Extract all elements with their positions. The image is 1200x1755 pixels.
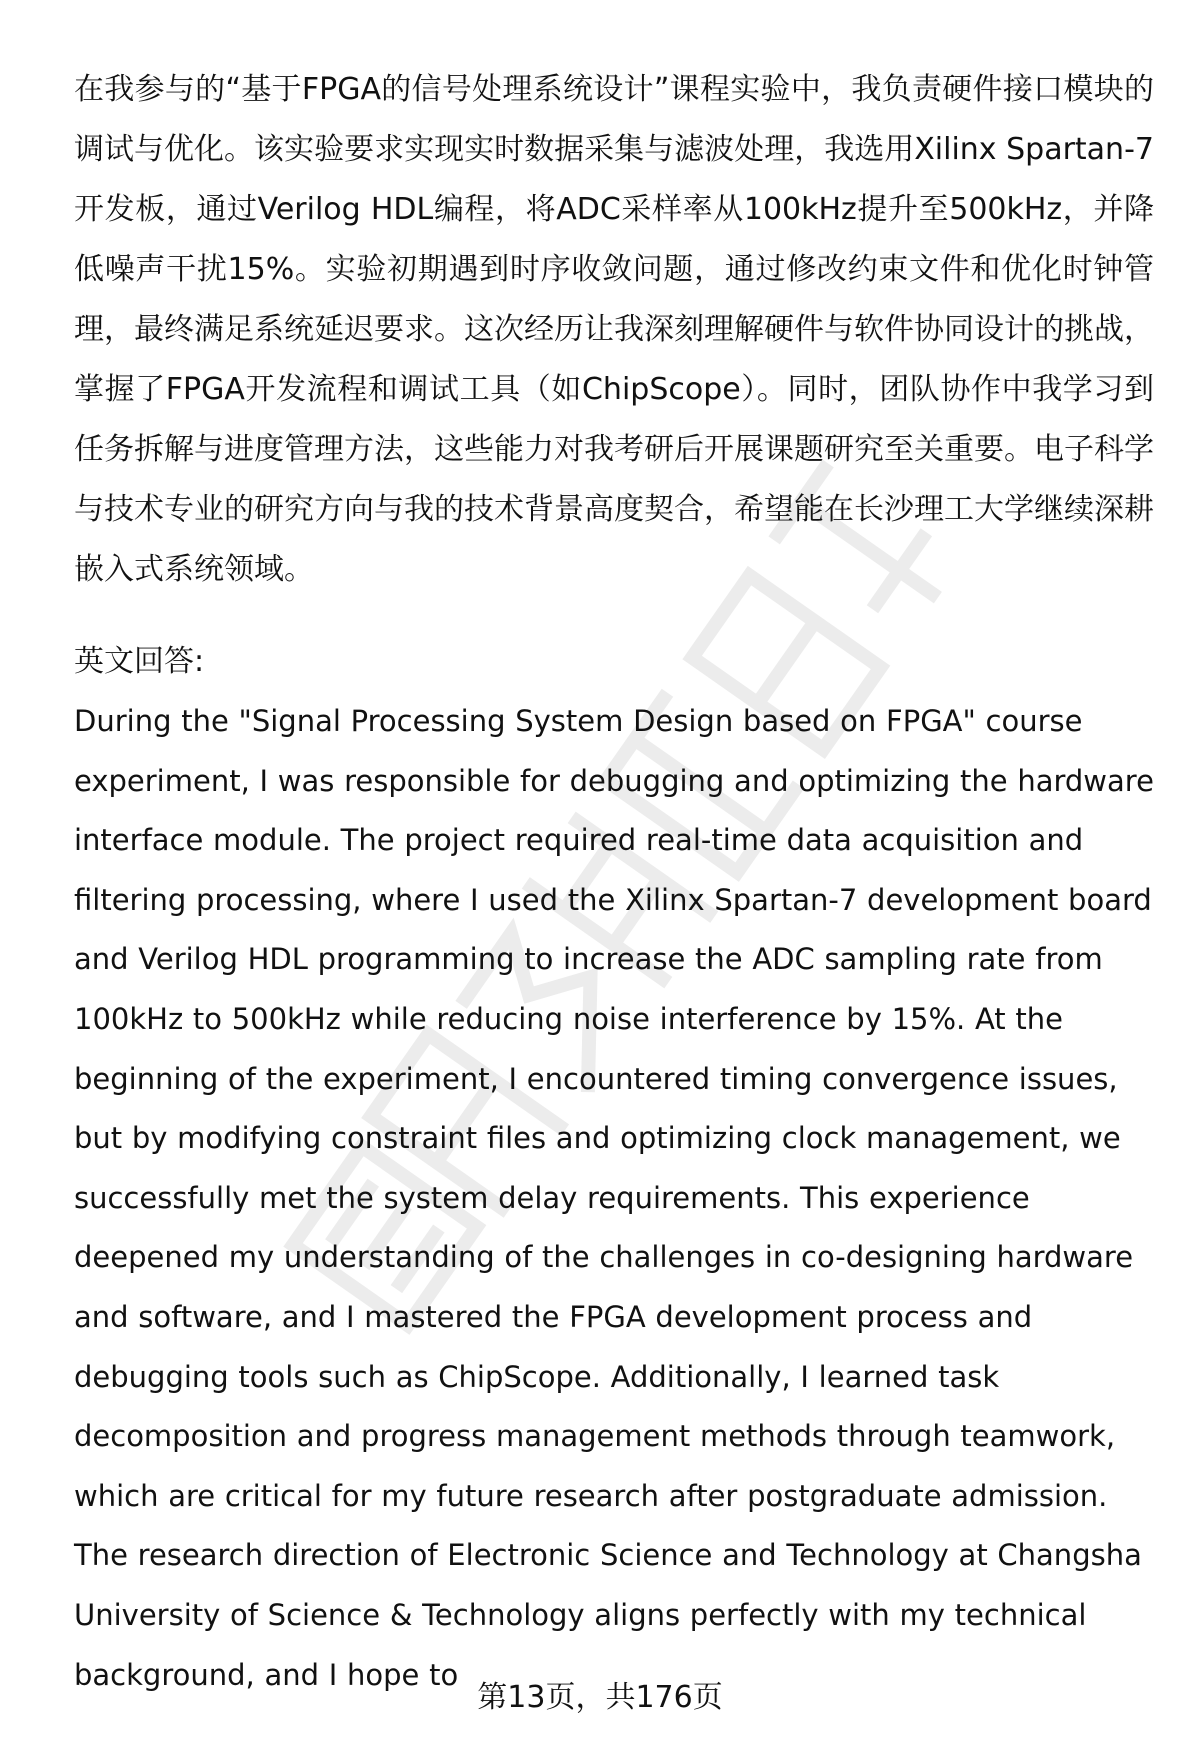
- english-answer-label: 英文回答:: [74, 644, 205, 679]
- english-answer-paragraph: During the "Signal Processing System Design based on FPGA" course experiment, I was responsible for debugging and optimizing the hardware interface module. The project required real-time data acquisition and filtering processing, where I used the Xilinx Spartan-7 development board and Verilog HDL programming to increase the ADC sampling rate from 100kHz to 500kHz while reducing noise interference by 15%. At the beginning of the experiment, I encountered timing convergence issues, but by modifying constraint files and optimizing clock management, we successfully met the system delay requirements. This experience deepened my understanding of the challenges in co-designing hardware and software, and I mastered the FPGA development process and debugging tools such as ChipScope. Additionally, I learned task decomposition and progress management methods through teamwork, which are critical for my future research after postgraduate admission. The research direction of Electronic Science and Technology at Changsha University of Science & Technology aligns perfectly with my technical background, and I hope to: [74, 704, 1154, 1692]
- document-body: [74, 60, 1154, 1705]
- page-number-footer: 第13页，共176页: [477, 1680, 723, 1715]
- chinese-answer-paragraph: 在我参与的“基于FPGA的信号处理系统设计”课程实验中，我负责硬件接口模块的调试与优化。该实验要求实现实时数据采集与滤波处理，我选用Xilinx Spartan-7开发板，通过Verilog HDL编程，将ADC采样率从100kHz提升至500kHz，并降低噪声干扰15%。实验初期遇到时序收敛问题，通过修改约束文件和优化时钟管理，最终满足系统延迟要求。这次经历让我深刻理解硬件与软件协同设计的挑战，掌握了FPGA开发流程和调试工具（如ChipScope）。同时，团队协作中我学习到任务拆解与进度管理方法，这些能力对我考研后开展课题研究至关重要。电子科学与技术专业的研究方向与我的技术背景高度契合，希望能在长沙理工大学继续深耕嵌入式系统领域。: [74, 72, 1154, 587]
